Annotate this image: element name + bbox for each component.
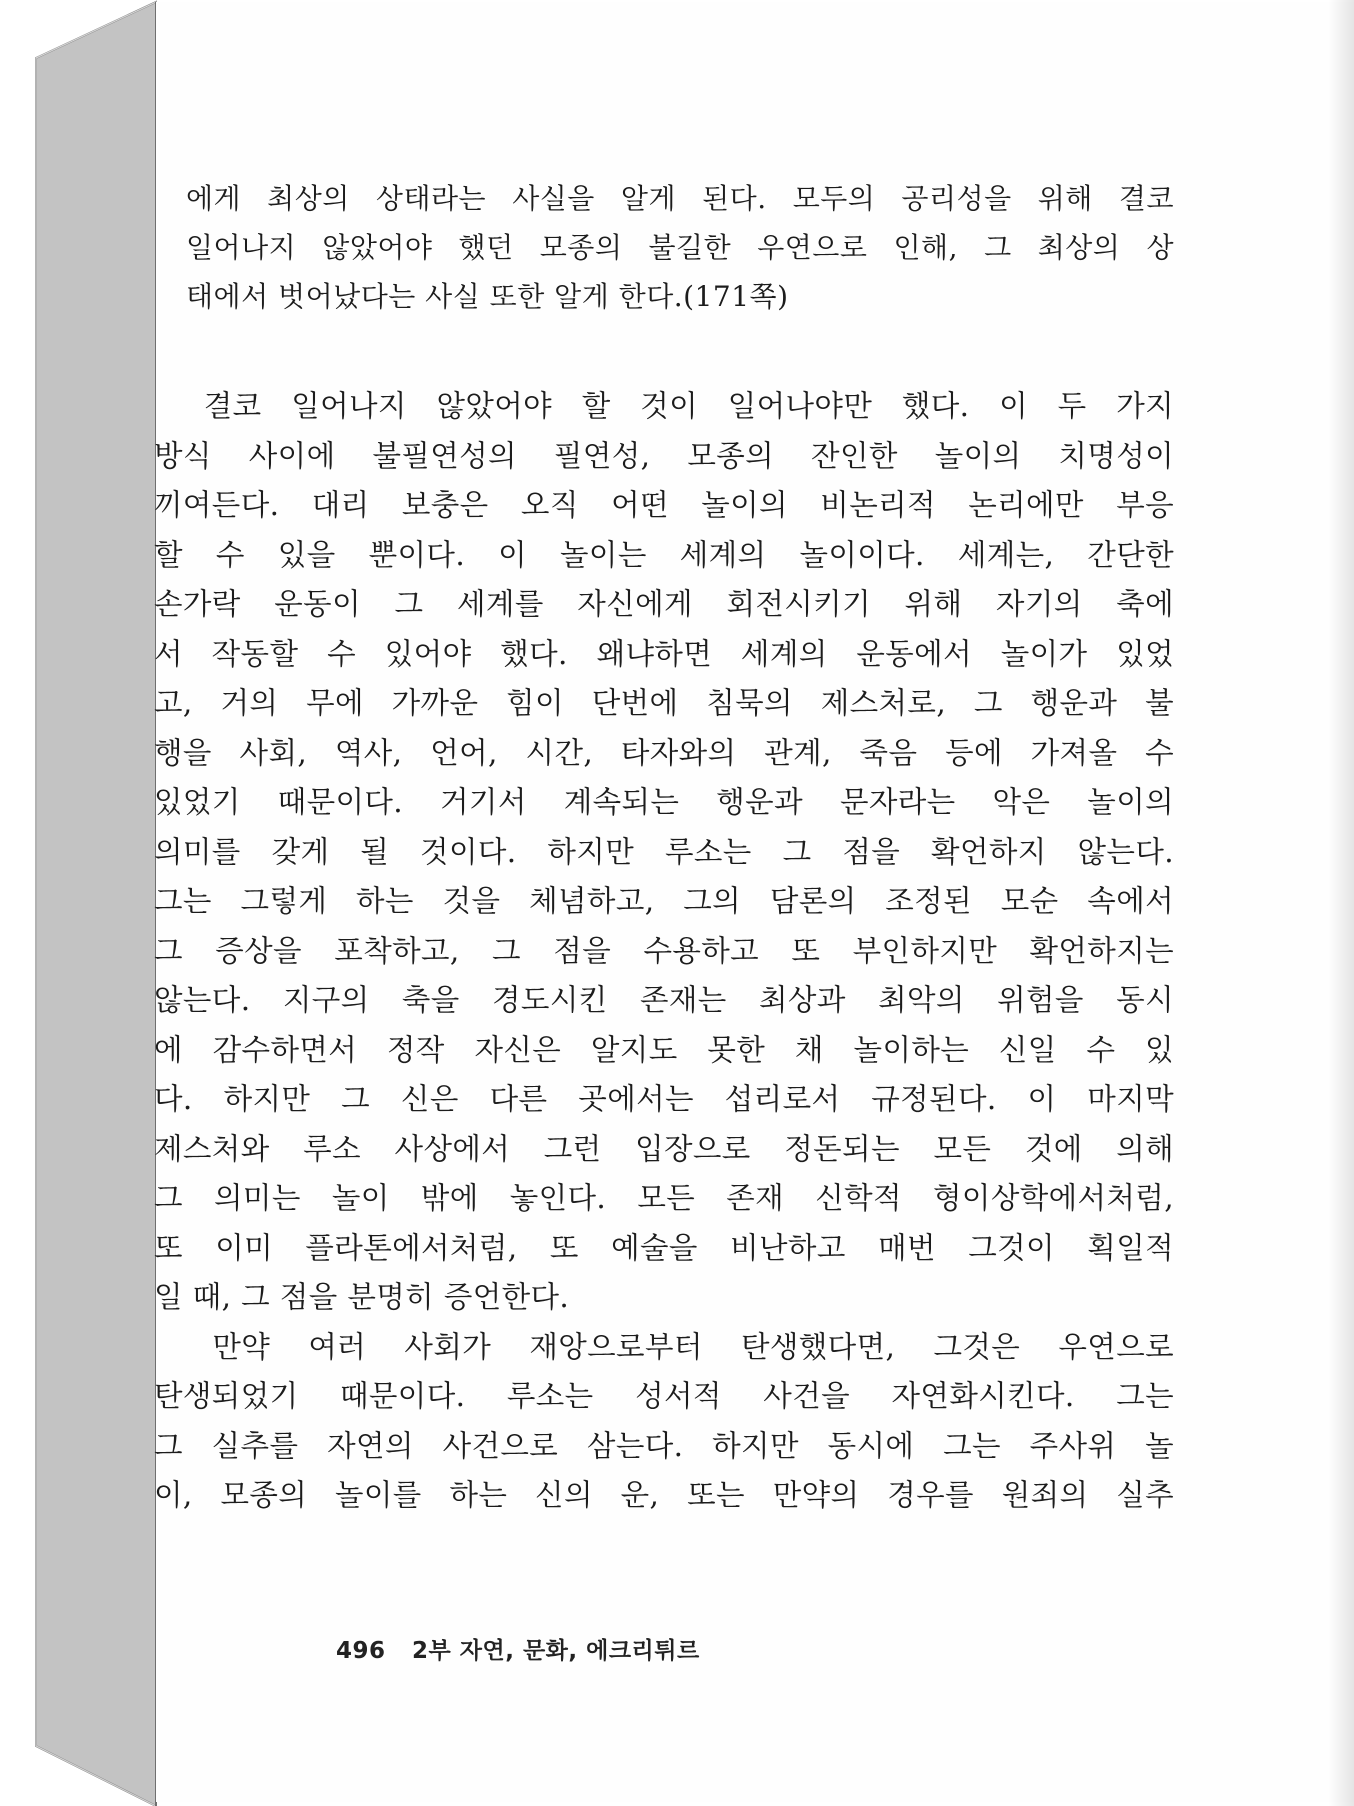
body-line: 그 증상을 포착하고, 그 점을 수용하고 또 부인하지만 확언하지는 — [154, 933, 1174, 968]
body-line: 만약 여러 사회가 재앙으로부터 탄생했다면, 그것은 우연으로 — [154, 1329, 1174, 1364]
body-line: 않는다. 지구의 축을 경도시킨 존재는 최상과 최악의 위험을 동시 — [154, 983, 1174, 1017]
body-line: 이, 모종의 놀이를 하는 신의 운, 또는 만약의 경우를 원죄의 실추 — [154, 1478, 1174, 1512]
body-line: 행을 사회, 역사, 언어, 시간, 타자와의 관계, 죽음 등에 가져올 수 — [154, 735, 1174, 770]
body-line: 결코 일어나지 않았어야 할 것이 일어나야만 했다. 이 두 가지 — [154, 389, 1174, 423]
body-line: 에 감수하면서 정작 자신은 알지도 못한 채 놀이하는 신일 수 있 — [154, 1032, 1174, 1067]
body-line: 그 실추를 자연의 사건으로 삼는다. 하지만 동시에 그는 주사위 놀 — [154, 1428, 1174, 1463]
body-line: 다. 하지만 그 신은 다른 곳에서는 섭리로서 규정된다. 이 마지막 — [154, 1082, 1174, 1116]
quote-line: 일어나지 않았어야 했던 모종의 불길한 우연으로 인해, 그 최상의 상 — [186, 231, 1174, 264]
page-edge-shadow — [1328, 0, 1354, 1806]
book-spine — [0, 0, 160, 1806]
body-line: 일 때, 그 점을 분명히 증언한다. — [154, 1280, 570, 1314]
body-line: 방식 사이에 불필연성의 필연성, 모종의 잔인한 놀이의 치명성이 — [154, 438, 1174, 473]
page-number: 496 — [336, 1638, 386, 1664]
body-line: 탄생되었기 때문이다. 루소는 성서적 사건을 자연화시킨다. 그는 — [154, 1379, 1174, 1413]
body-line: 제스처와 루소 사상에서 그런 입장으로 정돈되는 모든 것에 의해 — [154, 1131, 1174, 1166]
body-line: 그 의미는 놀이 밖에 놓인다. 모든 존재 신학적 형이상학에서처럼, — [154, 1181, 1174, 1215]
quote-line: 태에서 벗어났다는 사실 또한 알게 한다.(171쪽) — [186, 280, 789, 313]
body-line: 서 작동할 수 있어야 했다. 왜냐하면 세계의 운동에서 놀이가 있었 — [154, 636, 1174, 671]
body-line: 의미를 갖게 될 것이다. 하지만 루소는 그 점을 확언하지 않는다. — [154, 834, 1174, 869]
page-footer — [336, 1632, 700, 1665]
body-text — [154, 382, 1174, 1521]
body-line: 고, 거의 무에 가까운 힘이 단번에 침묵의 제스처로, 그 행운과 불 — [154, 686, 1174, 720]
body-line: 그는 그렇게 하는 것을 체념하고, 그의 담론의 조정된 모순 속에서 — [154, 884, 1174, 918]
body-line: 손가락 운동이 그 세계를 자신에게 회전시키기 위해 자기의 축에 — [154, 587, 1174, 621]
body-line: 끼여든다. 대리 보충은 오직 어떤 놀이의 비논리적 논리에만 부응 — [154, 488, 1174, 522]
body-line: 있었기 때문이다. 거기서 계속되는 행운과 문자라는 악은 놀이의 — [154, 785, 1174, 819]
body-line: 할 수 있을 뿐이다. 이 놀이는 세계의 놀이이다. 세계는, 간단한 — [154, 537, 1174, 572]
body-line: 또 이미 플라톤에서처럼, 또 예술을 비난하고 매번 그것이 획일적 — [154, 1230, 1174, 1265]
running-section-title: 2부 자연, 문화, 에크리튀르 — [412, 1638, 700, 1664]
quote-line: 에게 최상의 상태라는 사실을 알게 된다. 모두의 공리성을 위해 결코 — [186, 182, 1174, 215]
block-quote — [186, 174, 1174, 321]
